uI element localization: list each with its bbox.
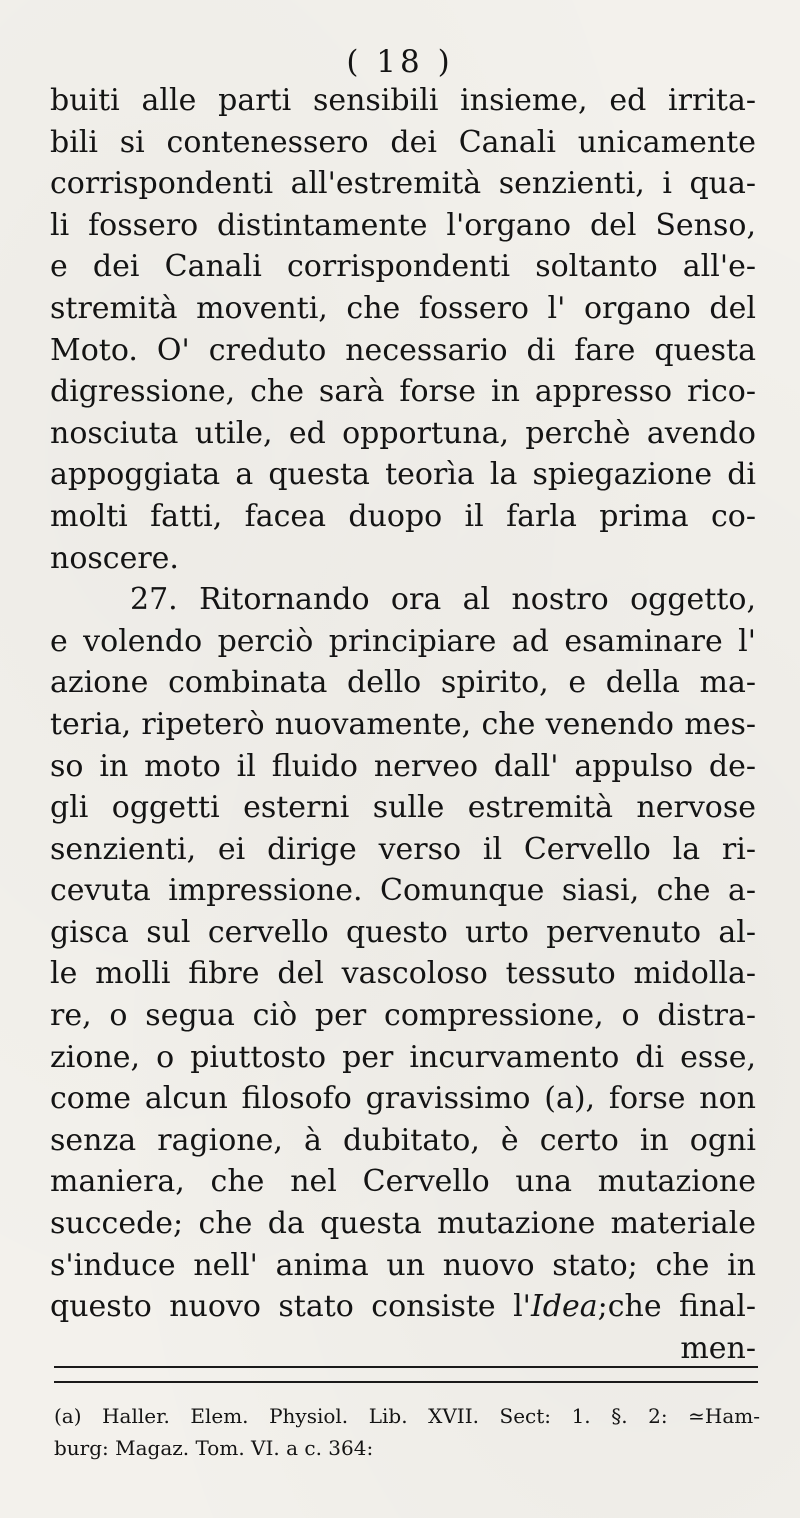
text-line-paragraph-start: 27. Ritornando ora al nostro oggetto, [130, 582, 756, 618]
footnote-line: (a) Haller. Elem. Physiol. Lib. XVII. Sect: 1. §. 2: ≃Ham- [54, 1404, 760, 1428]
text-line: buiti alle parti sensibili insieme, ed irrita- [50, 83, 756, 118]
text-line: stremità moventi, che fossero l' organo del [50, 290, 756, 326]
footnote [54, 1400, 760, 1464]
text-line: e volendo perciò principiare ad esaminare l' [50, 623, 756, 659]
text-line: azione combinata dello spirito, e della ma- [50, 665, 756, 701]
text-line-tail: ;che final- [597, 1289, 756, 1325]
page-number: ( 18 ) [346, 44, 454, 80]
text-line: so in moto il fluido nerveo dall' appulso de- [50, 748, 756, 784]
italic-term-idea: Idea [530, 1289, 598, 1325]
text-line: come alcun filosofo gravissimo (a), forse non [50, 1081, 756, 1117]
main-text [50, 80, 756, 1369]
text-line: appoggiata a questa teorìa la spiegazione di [50, 457, 756, 493]
text-line: molti fatti, facea duopo il farla prima co- [50, 498, 756, 534]
text-line: le molli fibre del vascoloso tessuto midolla- [50, 956, 756, 992]
footnote-rule-bottom [54, 1381, 758, 1383]
text-line: re, o segua ciò per compressione, o distra- [50, 998, 756, 1034]
text-line: digressione, che sarà forse in appresso rico- [50, 374, 756, 410]
text-line: nosciuta utile, ed opportuna, perchè avendo [50, 415, 756, 451]
text-line: maniera, che nel Cervello una mutazione [50, 1164, 756, 1200]
text-line: Moto. O' creduto necessario di fare questa [50, 332, 756, 368]
text-line: succede; che da questa mutazione materiale [50, 1206, 756, 1242]
text-line: noscere. [50, 540, 179, 576]
text-line: gisca sul cervello questo urto pervenuto al- [50, 914, 756, 950]
footnote-line: burg: Magaz. Tom. VI. a c. 364: [54, 1436, 374, 1460]
text-line: li fossero distintamente l'organo del Senso, [50, 207, 756, 243]
text-line: senzienti, ei dirige verso il Cervello la ri- [50, 831, 756, 867]
text-line: cevuta impressione. Comunque siasi, che a- [50, 873, 756, 909]
text-line-with-italic [50, 1286, 756, 1328]
text-line: senza ragione, à dubitato, è certo in ogni [50, 1122, 756, 1158]
text-line: corrispondenti all'estremità senzienti, i qua- [50, 166, 756, 202]
text-line: s'induce nell' anima un nuovo stato; che in [50, 1247, 756, 1283]
text-line: bili si contenessero dei Canali unicamente [50, 124, 756, 160]
footnote-rule-top [54, 1366, 758, 1368]
text-line: e dei Canali corrispondenti soltanto all'e- [50, 249, 756, 285]
text-line: gli oggetti esterni sulle estremità nervose [50, 790, 756, 826]
text-line-head: questo nuovo stato consiste l' [50, 1289, 531, 1325]
catchword: men- [680, 1330, 756, 1366]
text-line: zione, o piuttosto per incurvamento di esse, [50, 1039, 756, 1075]
text-line: teria, ripeterò nuovamente, che venendo mes- [50, 706, 756, 742]
